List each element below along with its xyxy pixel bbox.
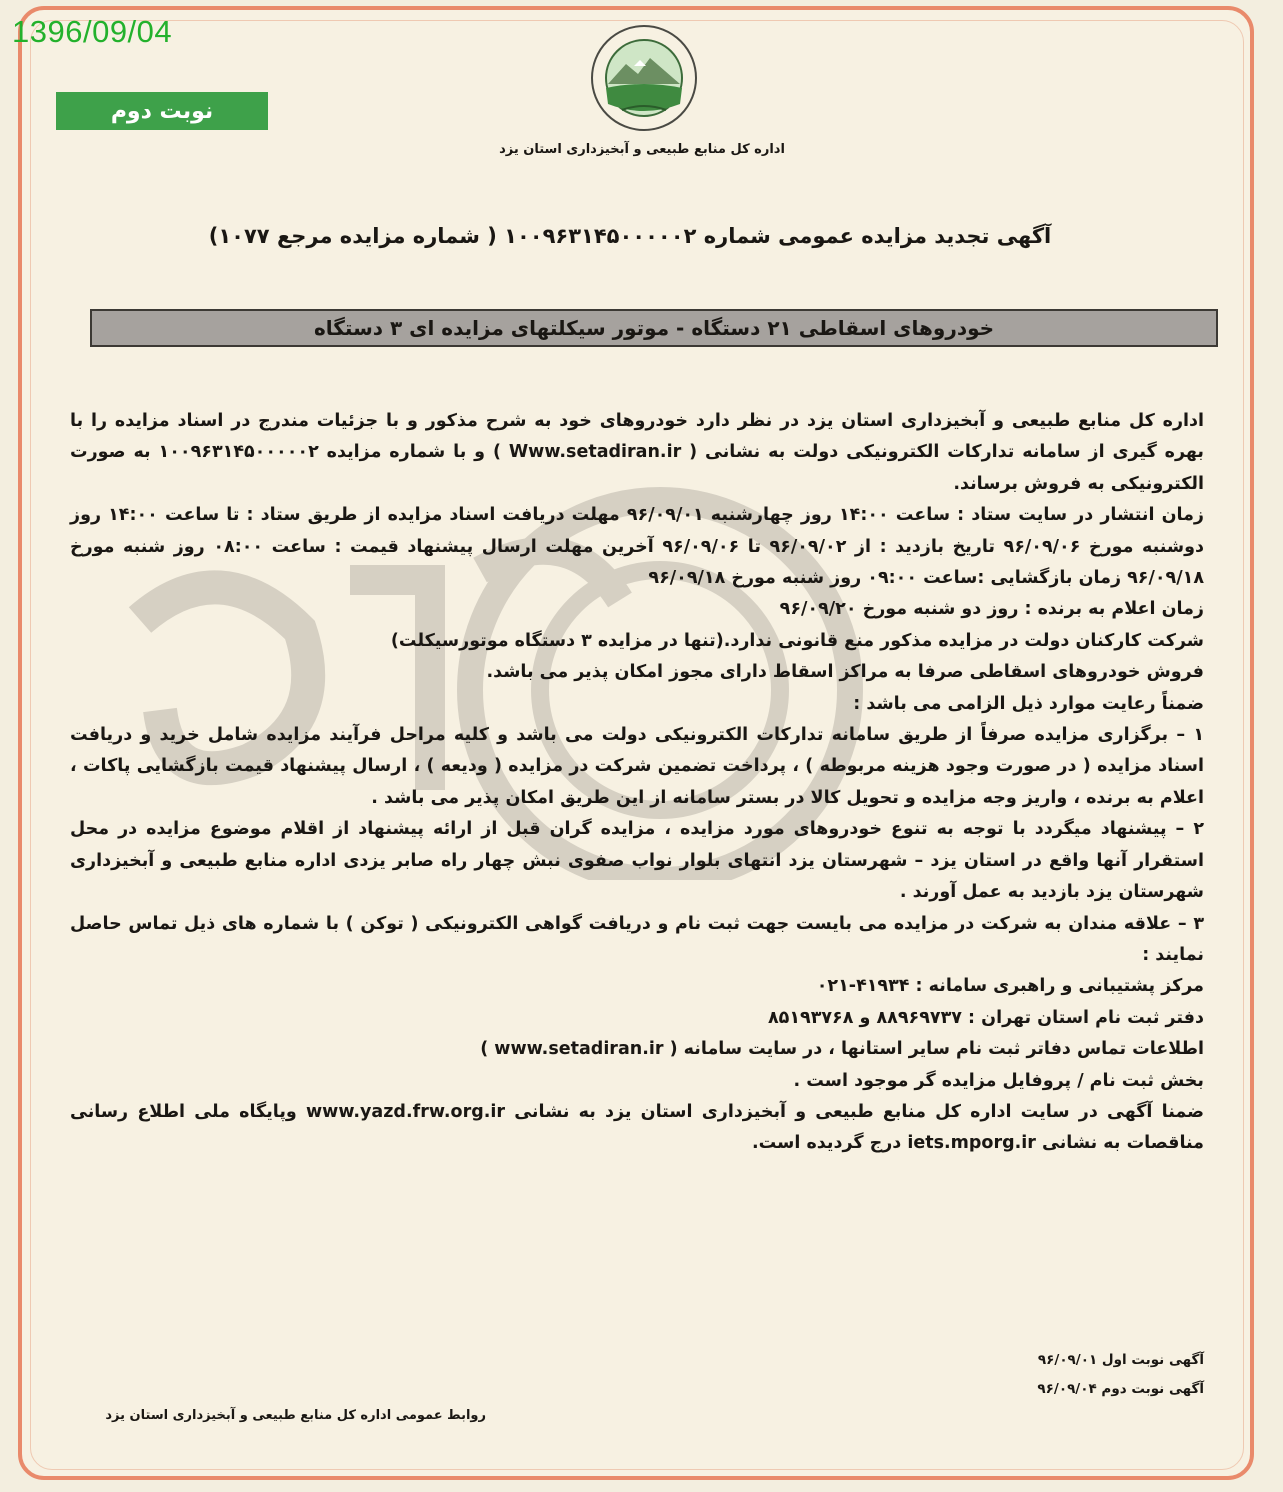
iets-link: iets.mporg.ir [907,1133,1036,1154]
profile-note: بخش ثبت نام / پروفایل مزایده گر موجود است . [793,1070,1204,1091]
support-center: مرکز پشتیبانی و راهبری سامانه : ۴۱۹۳۴-۰۲۱ [816,976,1204,997]
setadiran-link: Www.setadiran.ir [508,442,682,463]
organization-name: اداره کل منابع طبیعی و آبخیزداری استان یزد [499,142,785,157]
announcement-body [70,406,1204,1160]
announcement-title: آگهی تجدید مزایده عمومی شماره ۱۰۰۹۶۳۱۴۵۰۰۰۰۰۲ ( شماره مزایده مرجع ۱۰۷۷) [208,224,1052,248]
subject-banner: خودروهای اسقاطی ۲۱ دستگاه - موتور سیکلتهای مزایده ای ۳ دستگاه [90,309,1218,347]
notice-first: آگهی نوبت اول ۹۶/۰۹/۰۱ [1037,1352,1204,1368]
requirements-intro: ضمناً رعایت موارد ذیل الزامی می باشد : [853,693,1204,714]
other-offices: اطلاعات تماس دفاتر ثبت نام سایر استانها ، در سایت سامانه ( www.setadiran.ir ) [480,1039,1204,1060]
setadiran-link: www.setadiran.ir [494,1039,664,1060]
publication-notices [900,1346,1204,1404]
organization-logo-icon [574,22,714,140]
stamp-date: 1396/09/04 [12,14,173,49]
public-relations-footer: روابط عمومی اداره کل منابع طبیعی و آبخیزداری استان یزد [105,1408,486,1423]
staff-note: شرکت کارکنان دولت در مزایده مذکور منع قانونی ندارد.(تنها در مزایده ۳ دستگاه موتورسیکلت) [390,630,1204,651]
winner-announcement: زمان اعلام به برنده : روز دو شنبه مورخ ۹۶/۰۹/۲۰ [779,599,1204,620]
notice-second: آگهی نوبت دوم ۹۶/۰۹/۰۴ [1037,1381,1204,1397]
yazd-frw-link: www.yazd.frw.org.ir [306,1101,506,1122]
requirement-item-1: ۱ – برگزاری مزایده صرفاً از طریق سامانه تدارکات الکترونیکی دولت می باشد و کلیه مراحل فرآیند مزایده شامل خرید و دریافت اسناد مزایده ( در صورت وجود هزینه مربوطه ) ، پرداخت تضمین شرکت در مزایده ( ودیعه ) ، ارسال پیشنهاد قیمت بازگشایی پاکات ، اعلام به برنده ، واریز وجه مزایده و تحویل کالا در بستر سامانه از این طریق امکان پذیر می باشد . [70,725,1204,808]
sale-note: فروش خودروهای اسقاطی صرفا به مراکز اسقاط دارای مجوز امکان پذیر می باشد. [486,662,1204,683]
requirement-item-2: ۲ – پیشنهاد میگردد با توجه به تنوع خودروهای مورد مزایده ، مزایده گران قبل از ارائه پیشنهاد از اقلام موضوع مزایده در محل استقرار آنها واقع در استان یزد – شهرستان یزد انتهای بلوار نواب صفوی نبش چهار راه صابر یزدی اداره منابع طبیعی و آبخیزداری شهرستان یزد بازدید به عمل آورند . [70,819,1204,903]
intro-paragraph: اداره کل منابع طبیعی و آبخیزداری استان یزد در نظر دارد خودروهای خود به شرح مذکور و با جزئیات مندرج در اسناد مزایده را با بهره گیری از سامانه تدارکات الکترونیکی دولت به نشانی ( Www.setadiran.ir ) و با شماره مزایده ۱۰۰۹۶۳۱۴۵۰۰۰۰۰۲ به صورت الکترونیکی به فروش برساند. [70,411,1204,494]
publish-note: ضمنا آگهی در سایت اداره کل منابع طبیعی و آبخیزداری استان یزد به نشانی www.yazd.frw.org.ir وپایگاه ملی اطلاع رسانی مناقصات به نشانی iets.mporg.ir درج گردیده است. [70,1101,1204,1154]
requirement-item-3: ۳ – علاقه مندان به شرکت در مزایده می بایست جهت ثبت نام و دریافت گواهی الکترونیکی ( توکن ) با شماره های ذیل تماس حاصل نمایند : [70,913,1204,965]
schedule-paragraph: زمان انتشار در سایت ستاد : ساعت ۱۴:۰۰ روز چهارشنبه ۹۶/۰۹/۰۱ مهلت دریافت اسناد مزایده از طریق ستاد : تا ساعت ۱۴:۰۰ روز دوشنبه مورخ ۹۶/۰۹/۰۶ تاریخ بازدید : از ۹۶/۰۹/۰۲ تا ۹۶/۰۹/۰۶ آخرین مهلت ارسال پیشنهاد قیمت : ساعت ۰۸:۰۰ روز شنبه مورخ ۹۶/۰۹/۱۸ زمان بازگشایی :ساعت ۰۹:۰۰ روز شنبه مورخ ۹۶/۰۹/۱۸ [70,505,1205,589]
round-badge: نوبت دوم [56,92,268,130]
tehran-office: دفتر ثبت نام استان تهران : ۸۸۹۶۹۷۳۷ و ۸۵۱۹۳۷۶۸ [767,1007,1204,1028]
